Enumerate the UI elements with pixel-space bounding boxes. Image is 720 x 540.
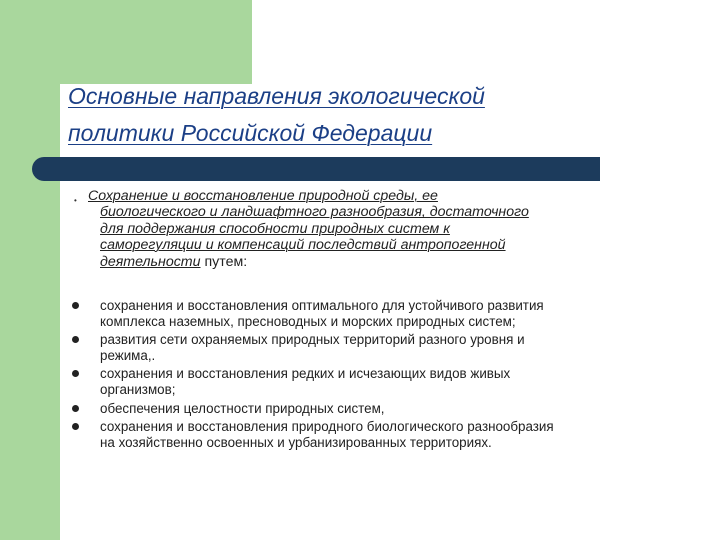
list-item-line: комплекса наземных, пресноводных и морских природных систем; <box>100 313 516 329</box>
slide-title <box>68 78 668 152</box>
intro-paragraph <box>88 188 658 270</box>
intro-bullet-marker: • <box>74 196 77 205</box>
list-item <box>72 332 662 363</box>
list-item-line: на хозяйственно освоенных и урбанизированных территориях. <box>100 434 492 450</box>
list-item <box>72 366 662 397</box>
list-item-line: сохранения и восстановления редких и исчезающих видов живых <box>100 366 511 382</box>
bullet-dot-icon <box>72 336 79 343</box>
list-item-line: организмов; <box>100 381 176 397</box>
slide-title-line: Основные направления экологической <box>68 83 485 109</box>
intro-line: саморегуляции и компенсаций последствий антропогенной <box>100 237 506 254</box>
slide-title-line: политики Российской Федерации <box>68 120 433 146</box>
intro-line: Сохранение и восстановление природной среды, ее <box>88 188 438 204</box>
list-item-line: режима,. <box>100 347 156 363</box>
decorative-green-stripe-left <box>0 0 60 540</box>
intro-tail-text: путем: <box>200 253 248 270</box>
list-item <box>72 419 662 450</box>
list-item <box>72 298 662 329</box>
list-item-line: сохранения и восстановления оптимального для устойчивого развития <box>100 298 544 313</box>
bullet-list <box>72 298 662 453</box>
bullet-dot-icon <box>72 370 79 377</box>
bullet-dot-icon <box>72 405 79 412</box>
list-item-line: сохранения и восстановления природного биологического разнообразия <box>100 419 554 435</box>
title-divider-bar <box>32 157 600 181</box>
intro-line: биологического и ландшафтного разнообразия, достаточного <box>100 204 529 221</box>
list-item-line: развития сети охраняемых природных территорий разного уровня и <box>100 332 525 348</box>
bullet-dot-icon <box>72 423 79 430</box>
intro-line-last <box>88 254 658 270</box>
intro-line-text: деятельности <box>100 253 201 270</box>
intro-line: для поддержания способности природных систем к <box>100 220 450 237</box>
bullet-dot-icon <box>72 302 79 309</box>
list-item <box>72 401 662 417</box>
list-item-line: обеспечения целостности природных систем, <box>100 400 385 416</box>
